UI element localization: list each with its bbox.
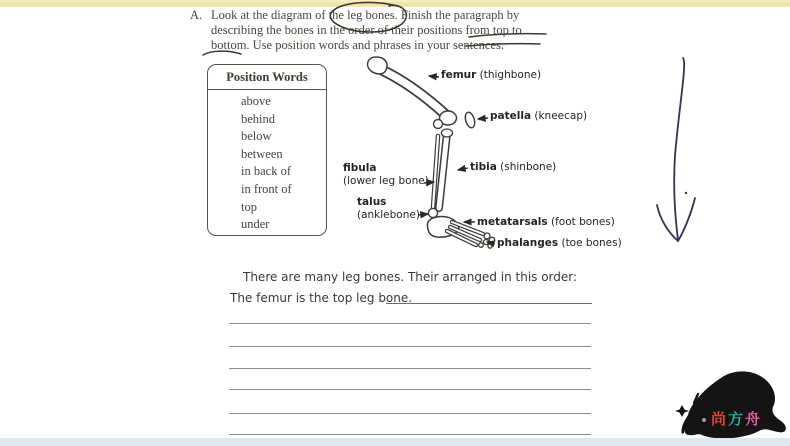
writing-line <box>229 346 591 347</box>
label-tibia <box>470 161 556 174</box>
bone-name: phalanges <box>497 237 559 249</box>
bone-desc: (lower leg bone) <box>343 174 429 187</box>
writing-line <box>229 434 591 435</box>
pen-dot <box>685 192 687 194</box>
spark-star-icon <box>675 405 689 417</box>
position-words-box <box>207 64 327 236</box>
paragraph-intro: There are many leg bones. Their arranged in this order: <box>243 270 578 284</box>
top-edge-strip <box>0 0 790 7</box>
writing-line <box>229 323 591 324</box>
instructions-line-2: describing the bones in the order of their positions from top to <box>211 23 522 37</box>
bone-name: talus <box>357 196 387 208</box>
position-word: behind <box>241 111 276 126</box>
pen-arrow-barb <box>657 205 678 241</box>
position-words-list <box>208 90 326 234</box>
watermark-char: 尚 <box>711 410 729 428</box>
instructions-line-1: Look at the diagram of the leg bones. Finish the paragraph by <box>211 8 520 22</box>
watermark-text <box>711 408 762 429</box>
bone-desc: (kneecap) <box>534 110 588 122</box>
position-word: in front of <box>241 181 292 196</box>
writing-line <box>229 413 591 414</box>
bone-name: tibia <box>470 161 497 173</box>
bone-name: femur <box>441 69 477 81</box>
position-word: top <box>241 199 257 214</box>
leg-bones-diagram <box>340 50 620 265</box>
label-patella <box>490 110 587 123</box>
position-word: in back of <box>241 164 291 179</box>
watermark-logo <box>658 363 790 446</box>
watermark-char: 舟 <box>745 410 763 428</box>
bottom-edge-strip <box>0 438 790 446</box>
writing-line <box>229 368 591 369</box>
instructions-text <box>211 8 581 53</box>
bone-desc: (anklebone) <box>357 208 420 221</box>
writing-line <box>229 389 591 390</box>
bone-desc: (thighbone) <box>479 69 542 81</box>
label-talus <box>357 196 420 221</box>
writing-blank-inline <box>386 296 592 304</box>
instructions-line-3: bottom. Use position words and phrases in your sentences. <box>211 38 505 52</box>
position-word: below <box>241 129 272 144</box>
label-femur <box>441 69 541 82</box>
bone-desc: (shinbone) <box>500 161 557 173</box>
bone-name: fibula <box>343 162 377 174</box>
whale-blob-icon <box>658 363 790 446</box>
label-metatarsals <box>477 216 615 229</box>
position-word: between <box>241 146 283 161</box>
watermark-char: 方 <box>728 410 746 428</box>
bone-name: metatarsals <box>477 216 548 228</box>
whale-eye <box>702 418 706 422</box>
position-word: above <box>241 94 271 108</box>
section-label: A. <box>190 8 203 22</box>
pen-arrow-shaft <box>674 58 684 240</box>
label-fibula <box>343 162 429 187</box>
bone-name: patella <box>490 110 532 122</box>
bone-desc: (foot bones) <box>550 216 615 228</box>
bone-desc: (toe bones) <box>561 237 622 249</box>
pen-arrow-barb <box>678 198 695 241</box>
label-phalanges <box>497 237 622 250</box>
position-words-title: Position Words <box>226 70 308 84</box>
paragraph-first-sentence: The femur is the top leg bone. <box>230 291 413 305</box>
position-word: under <box>241 217 270 232</box>
